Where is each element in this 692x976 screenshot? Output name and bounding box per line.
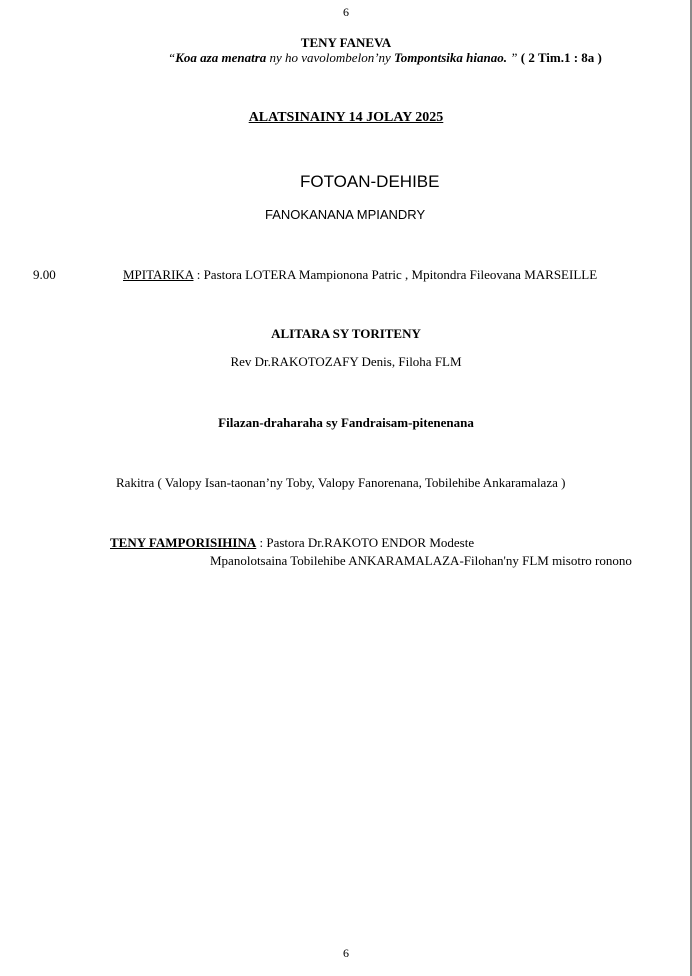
closing-text: : Pastora Dr.RAKOTO ENDOR Modeste bbox=[256, 535, 475, 550]
event-title: FOTOAN-DEHIBE bbox=[300, 172, 440, 191]
motto-reference: ( 2 Tim.1 : 8a ) bbox=[520, 50, 602, 65]
rakitra-line: Rakitra ( Valopy Isan-taonan’ny Toby, Valopy Fanorenana, Tobilehibe Ankaramalaza ) bbox=[116, 475, 566, 490]
motto-part-3: Tompontsika hianao. bbox=[394, 50, 507, 65]
motto-open-quote: “ bbox=[168, 50, 176, 65]
motto-heading: TENY FANEVA bbox=[300, 35, 392, 50]
event-subtitle: FANOKANANA MPIANDRY bbox=[265, 207, 426, 222]
motto-part-2: ny ho vavolombelon’ny bbox=[266, 50, 395, 65]
closing-line bbox=[110, 535, 474, 551]
schedule-time: 9.00 bbox=[33, 267, 56, 282]
motto-close-quote: ” bbox=[507, 50, 521, 65]
altar-name: Rev Dr.RAKOTOZAFY Denis, Filoha FLM bbox=[230, 354, 462, 369]
date-heading: ALATSINAINY 14 JOLAY 2025 bbox=[248, 110, 444, 125]
schedule-text: : Pastora LOTERA Mampionona Patric , Mpitondra Fileovana MARSEILLE bbox=[193, 267, 598, 282]
page-number-bottom: 6 bbox=[343, 946, 349, 960]
schedule-label: MPITARIKA bbox=[123, 267, 194, 282]
closing-line-2: Mpanolotsaina Tobilehibe ANKARAMALAZA-Filohan'ny FLM misotro ronono bbox=[210, 553, 632, 568]
altar-heading: ALITARA SY TORITENY bbox=[271, 326, 421, 341]
page-number-top: 6 bbox=[343, 5, 349, 19]
schedule-line bbox=[123, 267, 597, 283]
motto-part-1: Koa aza menatra bbox=[175, 50, 267, 65]
closing-label: TENY FAMPORISIHINA bbox=[110, 535, 257, 550]
motto-verse bbox=[168, 50, 602, 66]
filazana-line: Filazan-draharaha sy Fandraisam-pitenenana bbox=[218, 415, 474, 430]
